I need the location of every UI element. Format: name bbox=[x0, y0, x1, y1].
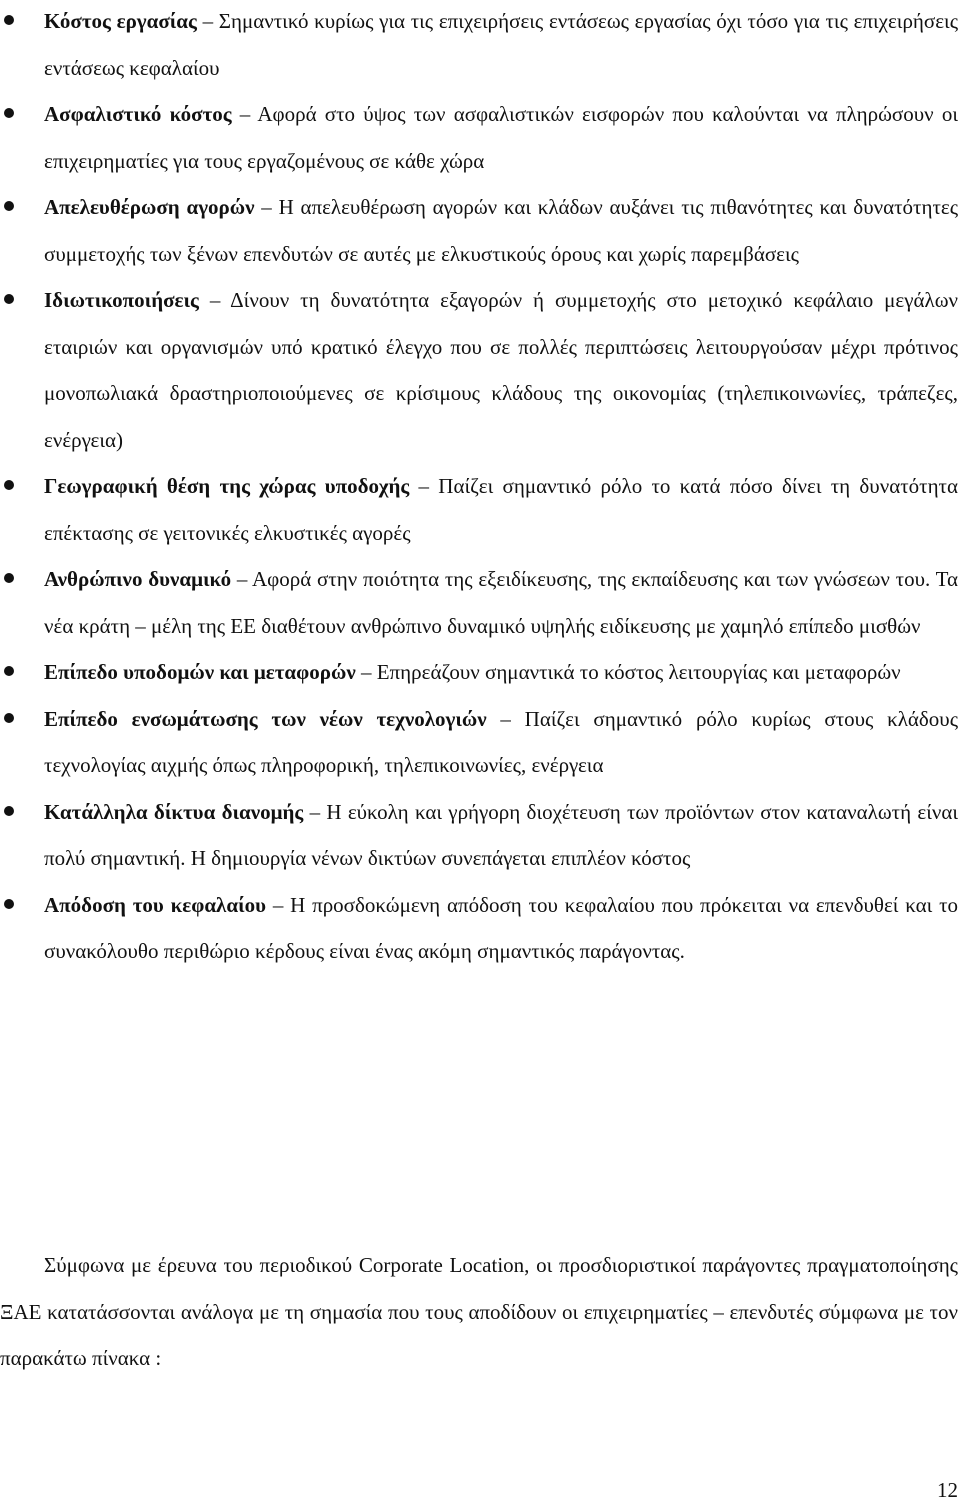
bullet-icon bbox=[4, 573, 14, 583]
factor-description: Η προσδοκώμενη απόδοση του κεφαλαίου που πρόκειται να επενδυθεί και το συνακόλουθο περιθώριο κέρδους είναι ένας ακόμη σημαντικός παράγοντας. bbox=[44, 892, 959, 963]
term-dash: – bbox=[202, 9, 214, 33]
list-item bbox=[0, 91, 960, 184]
factor-description: Σημαντικό κυρίως για τις επιχειρήσεις εντάσεως εργασίας όχι τόσο για τις επιχειρήσεις εντάσεως κεφαλαίου bbox=[44, 9, 959, 80]
factor-term: Γεωγραφική θέση της χώρας υποδοχής bbox=[44, 474, 410, 498]
factor-description: Παίζει σημαντικό ρόλο κυρίως στους κλάδους τεχνολογίας αιχμής όπως πληροφορική, τηλεπικοινωνίες, ενέργεια bbox=[44, 706, 959, 777]
list-item bbox=[0, 277, 960, 463]
term-dash: – bbox=[261, 195, 272, 219]
term-dash: – bbox=[272, 892, 284, 917]
bullet-icon bbox=[4, 713, 14, 723]
closing-paragraph: Σύμφωνα με έρευνα του περιοδικού Corporate Location, οι προσδιοριστικοί παράγοντες πραγματοποίησης ΞΑΕ κατατάσσονται ανάλογα με τη σημασία που τους αποδίδουν οι επιχειρηματίες – επενδυτές σύμφωνα με τον παρακάτω πίνακα : bbox=[0, 1253, 958, 1370]
factor-term: Ανθρώπινο δυναμικό bbox=[44, 567, 232, 591]
factor-description: Η απελευθέρωση αγορών και κλάδων αυξάνει τις πιθανότητες και δυνατότητες συμμετοχής των ξένων επενδυτών σε αυτές με ελκυστικούς όρους και χωρίς παρεμβάσεις bbox=[44, 195, 959, 266]
factor-term: Επίπεδο υποδομών και μεταφορών bbox=[44, 660, 356, 684]
factor-description: Δίνουν τη δυνατότητα εξαγορών ή συμμετοχής στο μετοχικό κεφάλαιο μεγάλων εταιριών και οργανισμών υπό κρατικό έλεγχο που σε πολλές περιπτώσεις λειτουργούσαν μέχρι πρότινος μονοπωλιακά δραστηριοποιούμενες σε κρίσιμους κλάδους της οικονομίας (τηλεπικοινωνίες, τράπεζες, ενέργεια) bbox=[44, 288, 959, 452]
term-dash: – bbox=[209, 288, 221, 312]
factor-description: Επηρεάζουν σημαντικά το κόστος λειτουργίας και μεταφορών bbox=[376, 660, 901, 684]
factor-term: Απελευθέρωση αγορών bbox=[44, 195, 255, 219]
list-item bbox=[0, 649, 960, 696]
term-dash: – bbox=[239, 102, 251, 126]
list-item bbox=[0, 0, 960, 91]
term-dash: – bbox=[309, 799, 321, 824]
bullet-icon bbox=[4, 201, 14, 211]
bullet-icon bbox=[4, 294, 14, 304]
factor-term: Κατάλληλα δίκτυα διανομής bbox=[44, 799, 304, 824]
page-number: 12 bbox=[937, 1478, 958, 1502]
bullet-icon bbox=[4, 666, 14, 676]
factor-description: Η εύκολη και γρήγορη διοχέτευση των προϊόντων στον καταναλωτή είναι πολύ σημαντική. Η δημιουργία νένων δικτύων συνεπάγεται επιπλέον κόστος bbox=[44, 799, 959, 870]
list-item bbox=[0, 184, 960, 277]
bullet-icon bbox=[4, 899, 14, 909]
list-item bbox=[0, 463, 960, 556]
factor-term: Ιδιωτικοποιήσεις bbox=[44, 288, 199, 312]
list-item bbox=[0, 882, 960, 975]
factor-term: Κόστος εργασίας bbox=[44, 9, 197, 33]
factor-term: Απόδοση του κεφαλαίου bbox=[44, 892, 266, 917]
list-item bbox=[0, 556, 960, 649]
factor-description: Παίζει σημαντικό ρόλο το κατά πόσο δίνει τη δυνατότητα επέκτασης σε γειτονικές ελκυστικές αγορές bbox=[44, 474, 958, 545]
factor-term: Επίπεδο ενσωμάτωσης των νέων τεχνολογιών bbox=[44, 706, 487, 731]
bullet-icon bbox=[4, 108, 14, 118]
list-item bbox=[0, 696, 960, 789]
bullet-icon bbox=[4, 480, 14, 490]
factor-term: Ασφαλιστικό κόστος bbox=[44, 102, 232, 126]
term-dash: – bbox=[236, 567, 248, 591]
factor-description: Αφορά στο ύψος των ασφαλιστικών εισφορών που καλούνται να πληρώσουν οι επιχειρηματίες για τους εργαζομένους σε κάθε χώρα bbox=[44, 102, 958, 173]
list-item bbox=[0, 789, 960, 882]
bullet-icon bbox=[4, 15, 14, 25]
term-dash: – bbox=[500, 706, 511, 731]
factor-description: Αφορά στην ποιότητα της εξειδίκευσης, της εκπαίδευσης και των γνώσεων του. Τα νέα κράτη – μέλη της ΕΕ διαθέτουν ανθρώπινο δυναμικό υψηλής ειδίκευσης με χαμηλό επίπεδο μισθών bbox=[44, 567, 959, 638]
term-dash: – bbox=[360, 660, 372, 684]
term-dash: – bbox=[418, 474, 430, 498]
bullet-icon bbox=[4, 806, 14, 816]
